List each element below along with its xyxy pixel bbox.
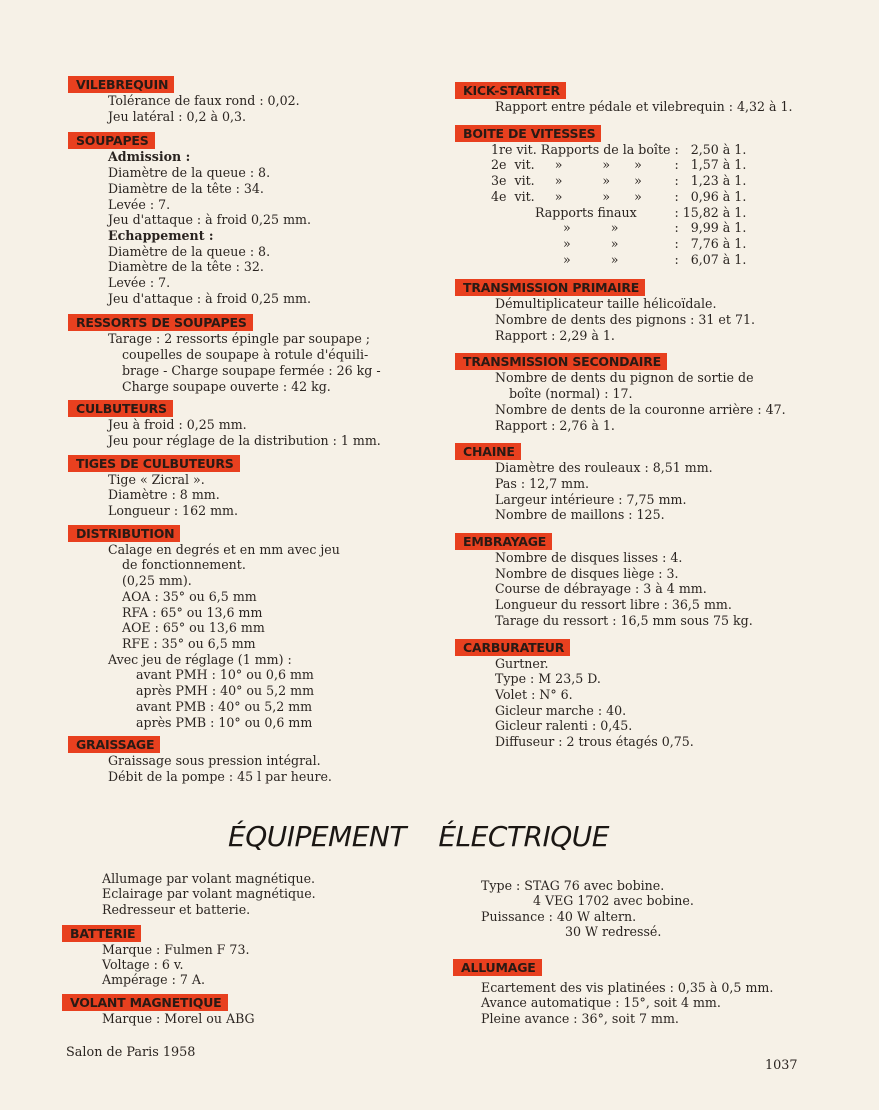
ratio-sep: : [674,157,679,173]
right-column [455,80,815,752]
ratio-value: 6,07 à 1. [690,251,747,267]
spec-line: Gurtner. [495,655,549,671]
ratio-value: 9,99 à 1. [690,220,747,236]
footer-publication: Salon de Paris 1958 [66,1045,196,1060]
spec-line: Course de débrayage : 3 à 4 mm. [495,581,707,597]
table-row [491,236,750,252]
ratio-sep: : [674,204,679,220]
section-graissage [68,734,413,784]
ratio-sep: : [674,188,679,204]
spec-line: Redresseur et batterie. [102,901,251,917]
spec-line: Jeu pour réglage de la distribution : 1 mm. [108,432,381,448]
spec-line: Ampérage : 7 A. [102,972,205,988]
ratio-label: 3e vit. » » » [491,173,642,189]
spec-line: (0,25 mm). [122,573,192,589]
section-heading: SOUPAPES [68,132,155,149]
section-heading: GRAISSAGE [68,736,160,753]
spec-line: RFE : 35° ou 6,5 mm [122,635,256,651]
spec-line: Longueur : 162 mm. [108,503,238,519]
spec-line: Nombre de maillons : 125. [495,507,665,523]
spec-line: brage - Charge soupape fermée : 26 kg - [122,362,381,378]
section-kick-starter [455,80,815,115]
spec-line: Type : STAG 76 avec bobine. [481,878,665,893]
section-embrayage [455,531,815,629]
spec-line: Gicleur marche : 40. [495,702,627,718]
ratio-sep: : [674,173,679,189]
spec-line: de fonctionnement. [122,557,246,573]
ratio-value: 15,82 à 1. [682,204,747,220]
spec-line: Marque : Morel ou ABG [102,1010,255,1026]
section-vilebrequin [68,74,413,124]
ratio-label: » » [563,251,619,267]
section-batterie [62,923,392,988]
ratio-value: 0,96 à 1. [690,188,747,204]
spec-line: Pas : 12,7 mm. [495,475,590,491]
spec-line: après PMB : 10° ou 0,6 mm [136,714,313,730]
table-row [491,157,750,173]
spec-line: 4 VEG 1702 avec bobine. [533,893,694,909]
table-row [491,189,750,205]
electric-left-column [62,871,392,1028]
spec-line: Graissage sous pression intégral. [108,753,321,769]
ratio-label: 2e vit. » » » [491,157,642,173]
spec-line: Jeu d'attaque : à froid 0,25 mm. [108,212,311,228]
spec-line: Démultiplicateur taille hélicoïdale. [495,296,717,312]
spec-line: Diamètre : 8 mm. [108,487,220,503]
section-carburateur [455,637,815,750]
section-heading: TIGES DE CULBUTEURS [68,455,240,472]
spec-line: Tolérance de faux rond : 0,02. [108,93,300,108]
sub-heading: Admission : [108,149,191,165]
section-heading: CHAINE [455,443,521,460]
section-allumage [453,957,833,1026]
section-distribution [68,523,413,730]
spec-line: Tige « Zicral ». [108,471,205,487]
section-heading: CARBURATEUR [455,639,570,656]
section-soupapes [68,130,413,306]
ratio-label: 1re vit. Rapports de la boîte [491,141,671,157]
spec-line: Avance automatique : 15°, soit 4 mm. [481,995,721,1011]
spec-line: Tarage : 2 ressorts épingle par soupape ; [108,331,371,347]
section-title-electrique: ÉQUIPEMENT ÉLECTRIQUE [228,820,609,853]
spec-line: Ecartement des vis platinées : 0,35 à 0,5 mm. [481,980,774,996]
spec-line: Allumage par volant magnétique. [102,871,316,886]
section-heading: VILEBREQUIN [68,76,174,93]
spec-line: Voltage : 6 v. [102,957,184,973]
section-volant-magnetique [62,992,392,1026]
spec-line: Gicleur ralenti : 0,45. [495,718,633,734]
section-heading: VOLANT MAGNETIQUE [62,994,228,1011]
spec-line: Jeu d'attaque : à froid 0,25 mm. [108,290,311,306]
sub-heading: Echappement : [108,227,214,243]
spec-line: AOA : 35° ou 6,5 mm [122,588,257,604]
ratio-value: 1,57 à 1. [690,157,747,173]
spec-line: Nombre de dents du pignon de sortie de [495,370,754,386]
table-row [491,142,750,158]
left-column [68,74,413,787]
spec-line: Diamètre des rouleaux : 8,51 mm. [495,460,713,476]
spec-line: Largeur intérieure : 7,75 mm. [495,491,687,507]
spec-line: Jeu à froid : 0,25 mm. [108,417,247,433]
spec-line: Calage en degrés et en mm avec jeu [108,541,340,557]
section-transmission-primaire [455,277,815,343]
table-row [491,252,750,268]
spec-line: Diamètre de la tête : 34. [108,180,264,196]
ratio-label: 4e vit. » » » [491,188,642,204]
spec-line: Avec jeu de réglage (1 mm) : [108,651,292,667]
spec-line: avant PMH : 10° ou 0,6 mm [136,667,314,683]
section-heading: RESSORTS DE SOUPAPES [68,314,253,331]
spec-line: Puissance : 40 W altern. [481,908,637,924]
spec-line: Débit de la pompe : 45 l par heure. [108,768,332,784]
table-row [491,173,750,189]
ratio-sep: : [674,220,679,236]
spec-line: Nombre de disques liège : 3. [495,565,679,581]
section-boite [455,123,815,268]
ratio-value: 7,76 à 1. [690,235,747,251]
ratio-value: 2,50 à 1. [690,141,747,157]
section-heading: CULBUTEURS [68,400,173,417]
spec-line: Rapport : 2,29 à 1. [495,327,615,343]
section-heading: KICK-STARTER [455,82,566,99]
spec-line: Diamètre de la queue : 8. [108,165,271,181]
section-ressorts [68,312,413,394]
spec-line: Charge soupape ouverte : 42 kg. [122,378,331,394]
gear-ratio-table [491,142,750,268]
section-chaine [455,441,815,523]
spec-line: Diamètre de la tête : 32. [108,259,264,275]
spec-line: Pleine avance : 36°, soit 7 mm. [481,1010,679,1026]
spec-line: Jeu latéral : 0,2 à 0,3. [108,108,247,124]
ratio-label: » » [563,235,619,251]
section-tiges [68,453,413,519]
table-row [491,205,750,221]
spec-line: Nombre de dents de la couronne arrière : 47. [495,401,786,417]
spec-line: AOE : 65° ou 13,6 mm [122,620,265,636]
section-heading: TRANSMISSION SECONDAIRE [455,353,667,370]
ratio-value: 1,23 à 1. [690,173,747,189]
section-heading: DISTRIBUTION [68,525,180,542]
spec-line: 30 W redressé. [565,923,662,939]
spec-line: Levée : 7. [108,196,171,212]
table-row [491,220,750,236]
spec-line: Tarage du ressort : 16,5 mm sous 75 kg. [495,612,753,628]
ratio-label: Rapports finaux [535,204,637,220]
ratio-sep: : [674,235,679,251]
spec-line: Marque : Fulmen F 73. [102,941,250,957]
spec-line: Volet : N° 6. [495,686,573,702]
section-heading: EMBRAYAGE [455,533,552,550]
electric-right-column [453,878,833,1028]
spec-line: Type : M 23,5 D. [495,671,601,687]
spec-line: Longueur du ressort libre : 36,5 mm. [495,597,732,613]
spec-line: Eclairage par volant magnétique. [102,886,316,902]
spec-line: Nombre de dents des pignons : 31 et 71. [495,312,755,328]
page-number: 1037 [765,1058,798,1073]
spec-line: avant PMB : 40° ou 5,2 mm [136,698,313,714]
ratio-sep: : [674,251,679,267]
ratio-label: » » [563,220,619,236]
section-heading: ALLUMAGE [453,959,542,976]
spec-line: Rapport entre pédale et vilebrequin : 4,32 à 1. [495,99,793,114]
spec-line: Diamètre de la queue : 8. [108,243,271,259]
ratio-sep: : [674,141,679,157]
spec-line: Rapport : 2,76 à 1. [495,417,615,433]
spec-line: Nombre de disques lisses : 4. [495,550,683,566]
spec-line: après PMH : 40° ou 5,2 mm [136,683,315,699]
spec-line: Levée : 7. [108,275,171,291]
spec-line: coupelles de soupape à rotule d'équili- [122,347,369,363]
section-heading: BOITE DE VITESSES [455,125,601,142]
section-heading: TRANSMISSION PRIMAIRE [455,279,645,296]
spec-line: Diffuseur : 2 trous étagés 0,75. [495,734,694,750]
section-transmission-secondaire [455,351,815,433]
section-heading: BATTERIE [62,925,141,942]
spec-line: RFA : 65° ou 13,6 mm [122,604,263,620]
spec-line: boîte (normal) : 17. [509,386,633,402]
section-culbuteurs [68,398,413,448]
